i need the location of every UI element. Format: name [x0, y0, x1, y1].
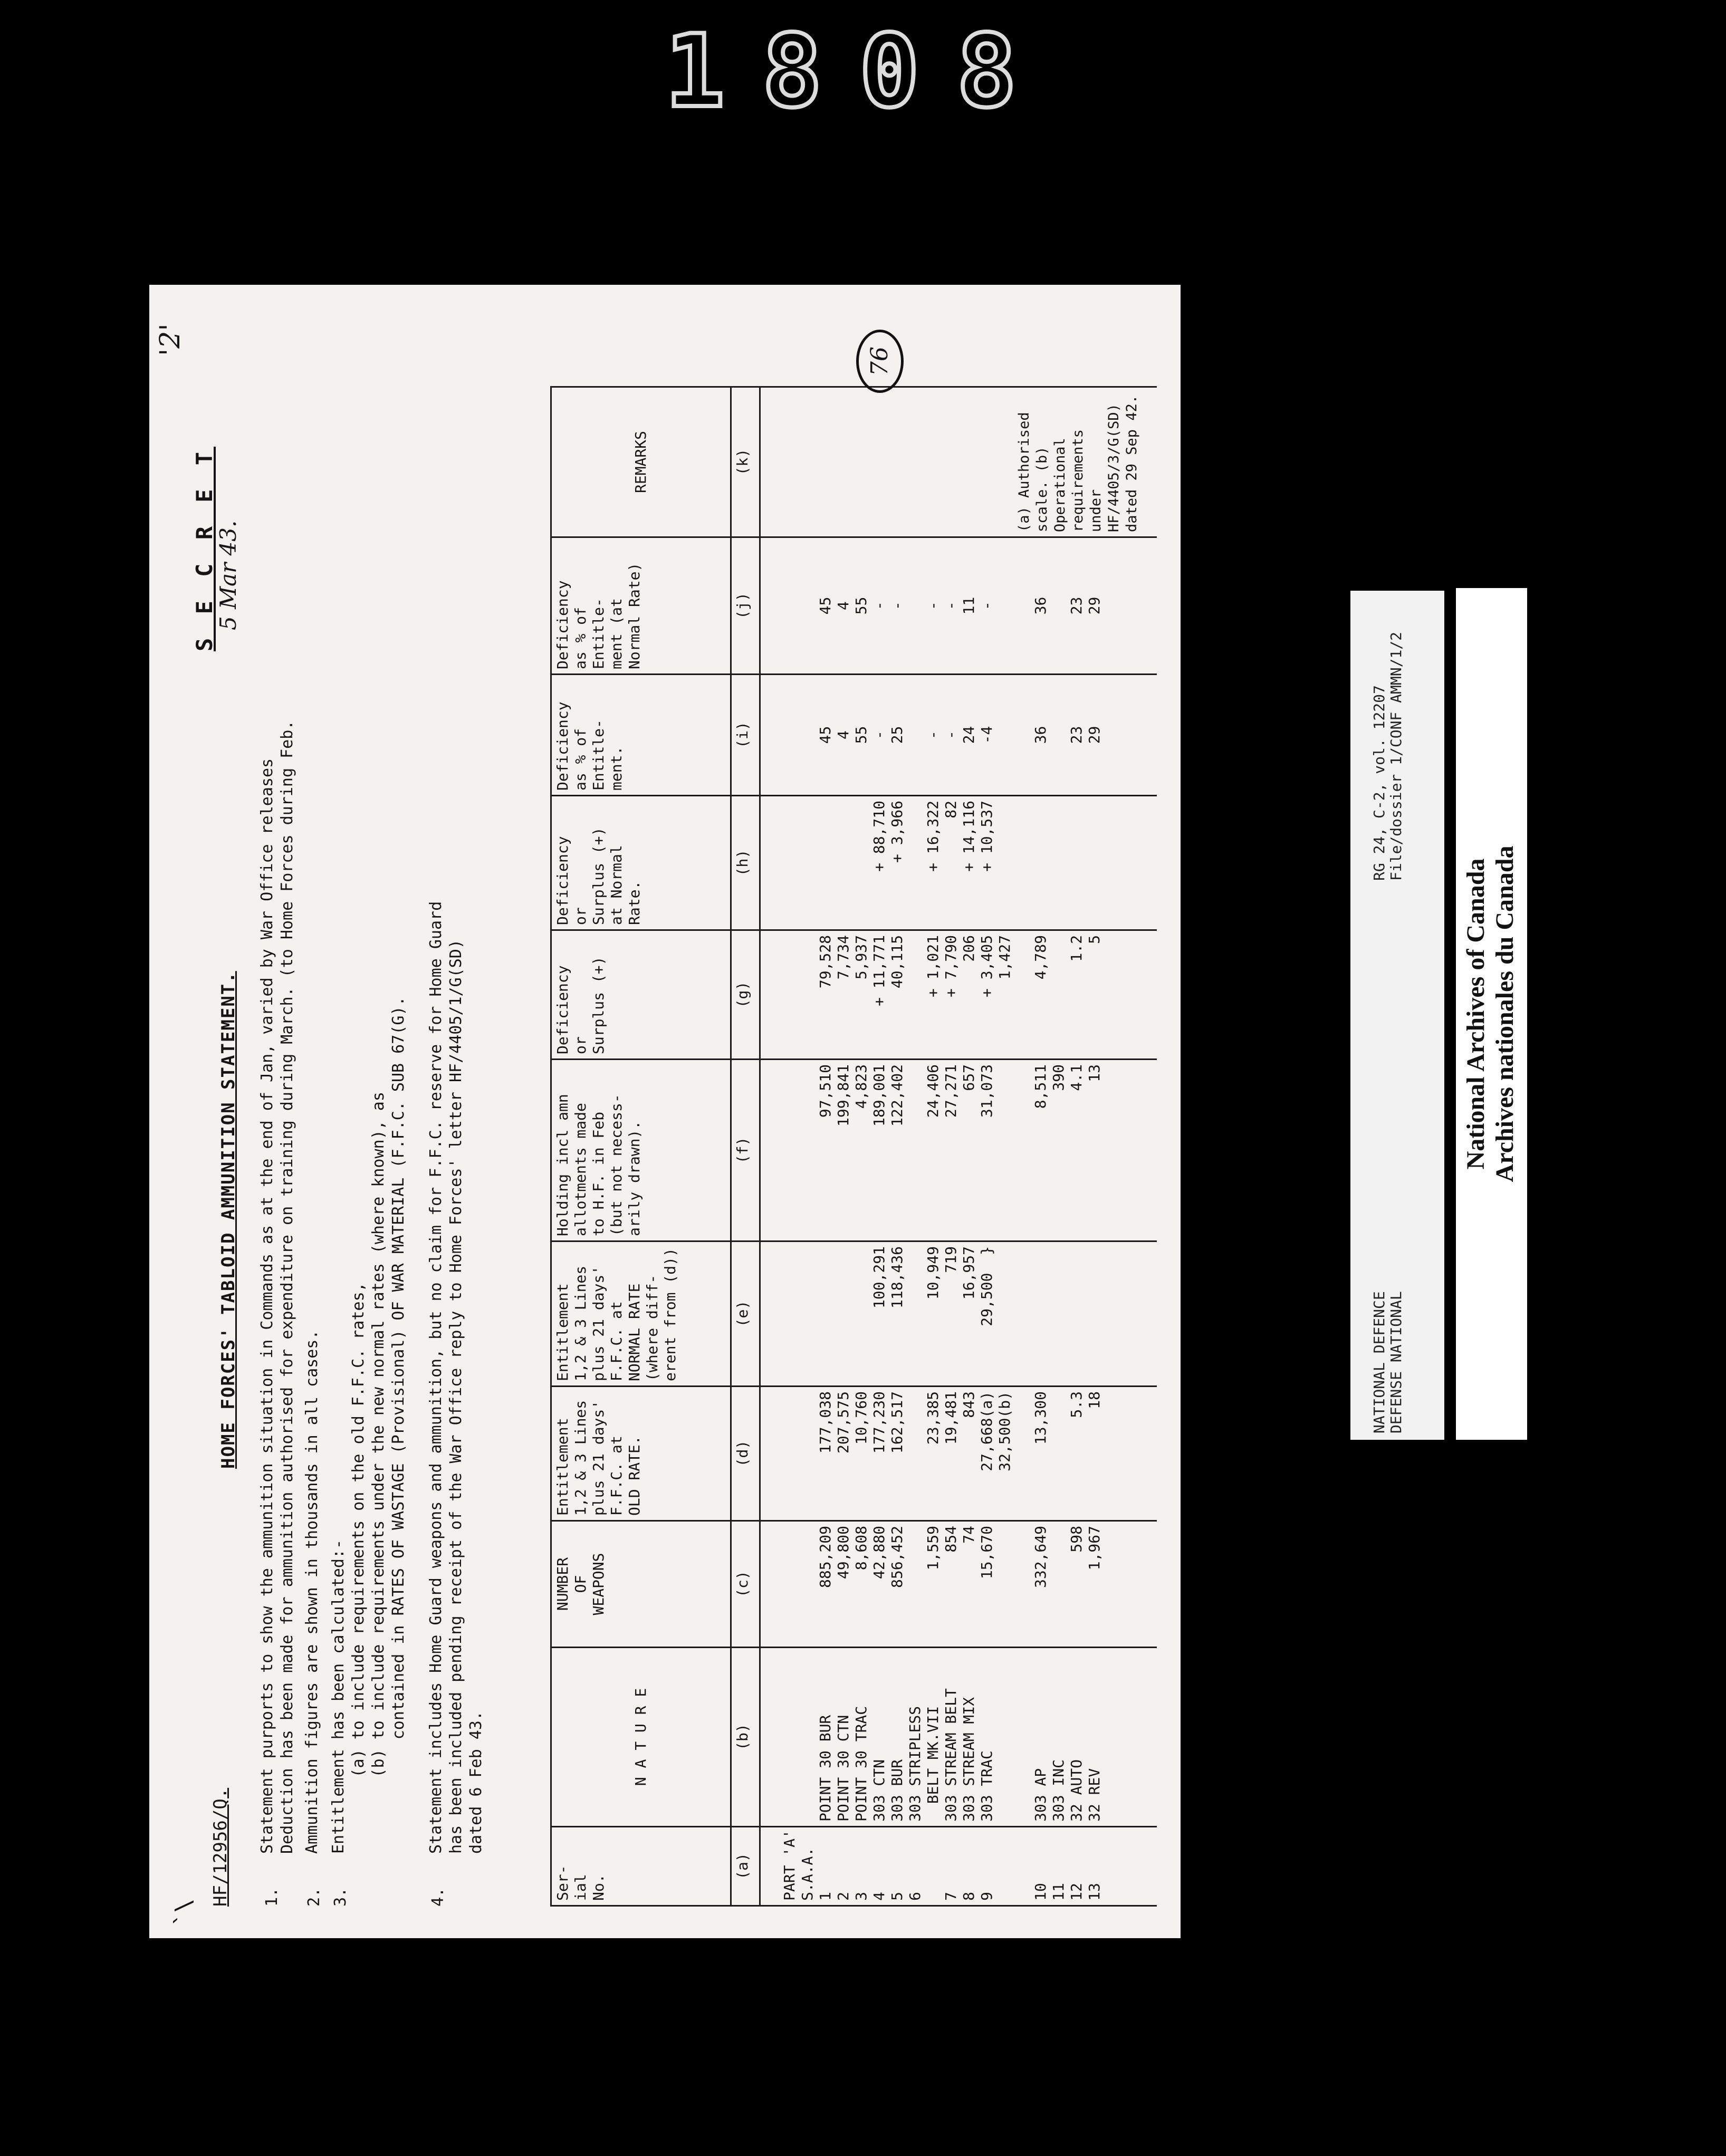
column-letter: (i)	[731, 675, 760, 796]
classification-label: S E C R E T	[191, 446, 217, 651]
holding-column: 97,510 199,841 4,823 189,001 122,402 24,406 27,271 657 31,073 8,511 390 4.1 13	[760, 1060, 1157, 1241]
archive-dept-en: NATIONAL DEFENCE	[1370, 1291, 1388, 1433]
document-content	[149, 285, 1181, 1938]
header-deficiency-pct: Deficiency as % of Entitle- ment.	[551, 675, 731, 796]
classification-date: 5 Mar 43.	[215, 520, 241, 630]
deficiency-pct-normal-column: 45 4 55 - - - - 11 - 36 23 29	[760, 537, 1157, 675]
archive-name-en: National Archives of Canada	[1462, 858, 1490, 1170]
document-page	[149, 285, 1181, 1938]
archive-reference-content	[1350, 591, 1444, 1440]
paragraph-number: 2.	[305, 1887, 323, 1907]
archive-record-group: RG 24, C-2, vol. 12207	[1370, 685, 1388, 881]
header-deficiency: Deficiency or Surplus (+)	[551, 930, 731, 1060]
paragraph-number: 3.	[331, 1887, 350, 1907]
column-letter: (f)	[731, 1060, 760, 1241]
column-letter: (a)	[731, 1827, 760, 1906]
column-letter: (b)	[731, 1648, 760, 1827]
paragraph-line: Statement purports to show the ammunition situation in Commands as at the end of Jan, varied by War Office releases	[258, 758, 276, 1854]
paragraph-line: contained in RATES OF WASTAGE (Provisional) OF WAR MATERIAL (F.F.C. SUB 67(G).	[389, 996, 408, 1854]
deficiency-pct-column: 45 4 55 - 25 - - 24 -4 36 23 29	[760, 675, 1157, 796]
file-reference: HF/12956/Q.	[210, 1787, 231, 1907]
archive-name-fr: Archives nationales du Canada	[1491, 845, 1519, 1182]
document-title: HOME FORCES' TABLOID AMMUNITION STATEMENT.	[218, 971, 239, 1469]
header-entitlement-old: Entitlement 1,2 & 3 Lines plus 21 days' F.F.C. at OLD RATE.	[551, 1387, 731, 1521]
column-letter: (h)	[731, 796, 760, 930]
archive-credit-content	[1456, 588, 1527, 1440]
column-letter: (c)	[731, 1521, 760, 1648]
header-holding: Holding incl amn allotments made to H.F. in Feb (but not necess- arily drawn).	[551, 1060, 731, 1241]
corner-tick: `\	[170, 1899, 197, 1927]
paragraph-line: Deduction has been made for ammunition authorised for expenditure on training during March. (to Home Forces during Feb.	[278, 720, 296, 1854]
table-body-row	[760, 387, 1157, 1906]
header-remarks: REMARKS	[551, 387, 731, 537]
archive-credit-card	[1456, 588, 1527, 1440]
header-nature: N A T U R E	[551, 1648, 731, 1827]
paragraph-number: 4.	[429, 1887, 447, 1907]
header-serial: Ser- ial No.	[551, 1827, 731, 1906]
column-letter: (d)	[731, 1387, 760, 1521]
column-letter-row	[731, 387, 760, 1906]
column-letter: (j)	[731, 537, 760, 675]
folio-stamp: 76	[856, 330, 904, 393]
paragraph-line: has been included pending receipt of the War Office reply to Home Forces' letter HF/4405/1/G(SD)	[447, 939, 465, 1854]
paragraph-number: 1.	[263, 1887, 281, 1907]
entitlement-old-column: 177,038 207,575 10,760 177,230 162,517 23,385 19,481 843 27,668(a) 32,500(b) 13,300 5.3 18	[760, 1387, 1157, 1521]
archive-file: File/dossier 1/CONF AMMN/1/2	[1387, 631, 1405, 881]
archive-reference-label	[1350, 591, 1444, 1440]
paragraph-line: (b) to include requirements under the new normal rates (where known), as	[369, 1092, 388, 1854]
entitlement-normal-column: 100,291 118,436 10,949 719 16,957 29,500 }	[760, 1241, 1157, 1387]
column-letter: (g)	[731, 930, 760, 1060]
ammunition-table	[550, 386, 1157, 1907]
handwritten-page-mark: '2'	[155, 323, 186, 356]
header-deficiency-pct-normal: Deficiency as % of Entitle- ment (at Normal Rate)	[551, 537, 731, 675]
serial-column: PART 'A' S.A.A. 1 2 3 4 5 6 7 8 9 10 11 12 13	[760, 1827, 1157, 1906]
archive-dept-fr: DEFENSE NATIONAL	[1387, 1291, 1405, 1433]
remarks-note: (a) Authorised scale. (b) Operational requirements under HF/4405/3/G(SD) dated 29 Sep 42.	[1016, 394, 1140, 532]
header-entitlement-normal: Entitlement 1,2 & 3 Lines plus 21 days' F.F.C. at NORMAL RATE (where diff- erent from (d))	[551, 1241, 731, 1387]
paragraph-line: Statement includes Home Guard weapons and ammunition, but no claim for F.F.C. reserve for Home Guard	[427, 901, 445, 1854]
paragraph-line: (a) to include requirements on the old F.F.C. rates,	[349, 1282, 368, 1854]
weapons-column: 885,209 49,800 8,608 42,880 856,452 1,559 854 74 15,670 332,649 598 1,967	[760, 1521, 1157, 1648]
deficiency-normal-column: + 88,710 + 3,966 + 16,322 82 + 14,116 + 10,537	[760, 796, 1157, 930]
deficiency-column: 79,528 7,734 5,937 + 11,771 40,115 + 1,021 + 7,790 206 + 3,405 1,427 4,789 1.2 5	[760, 930, 1157, 1060]
nature-column: POINT 30 BUR POINT 30 CTN POINT 30 TRAC 303 CTN 303 BUR 303 STRIPLESS BELT MK.VII 303 STREAM BELT 303 STREAM MIX 303 TRAC 303 AP 303 INC 32 AUTO 32 REV	[760, 1648, 1157, 1827]
paragraph-line: Entitlement has been calculated:-	[329, 1539, 348, 1854]
paragraph-line: dated 6 Feb 43.	[467, 1711, 485, 1854]
column-letter: (k)	[731, 387, 760, 537]
table-header-row	[551, 387, 731, 1906]
header-deficiency-normal: Deficiency or Surplus (+) at Normal Rate.	[551, 796, 731, 930]
microfilm-frame-number: 1808	[665, 13, 1054, 130]
paragraph-line: Ammunition figures are shown in thousands in all cases.	[303, 1330, 321, 1854]
column-letter: (e)	[731, 1241, 760, 1387]
header-weapons: NUMBER OF WEAPONS	[551, 1521, 731, 1648]
